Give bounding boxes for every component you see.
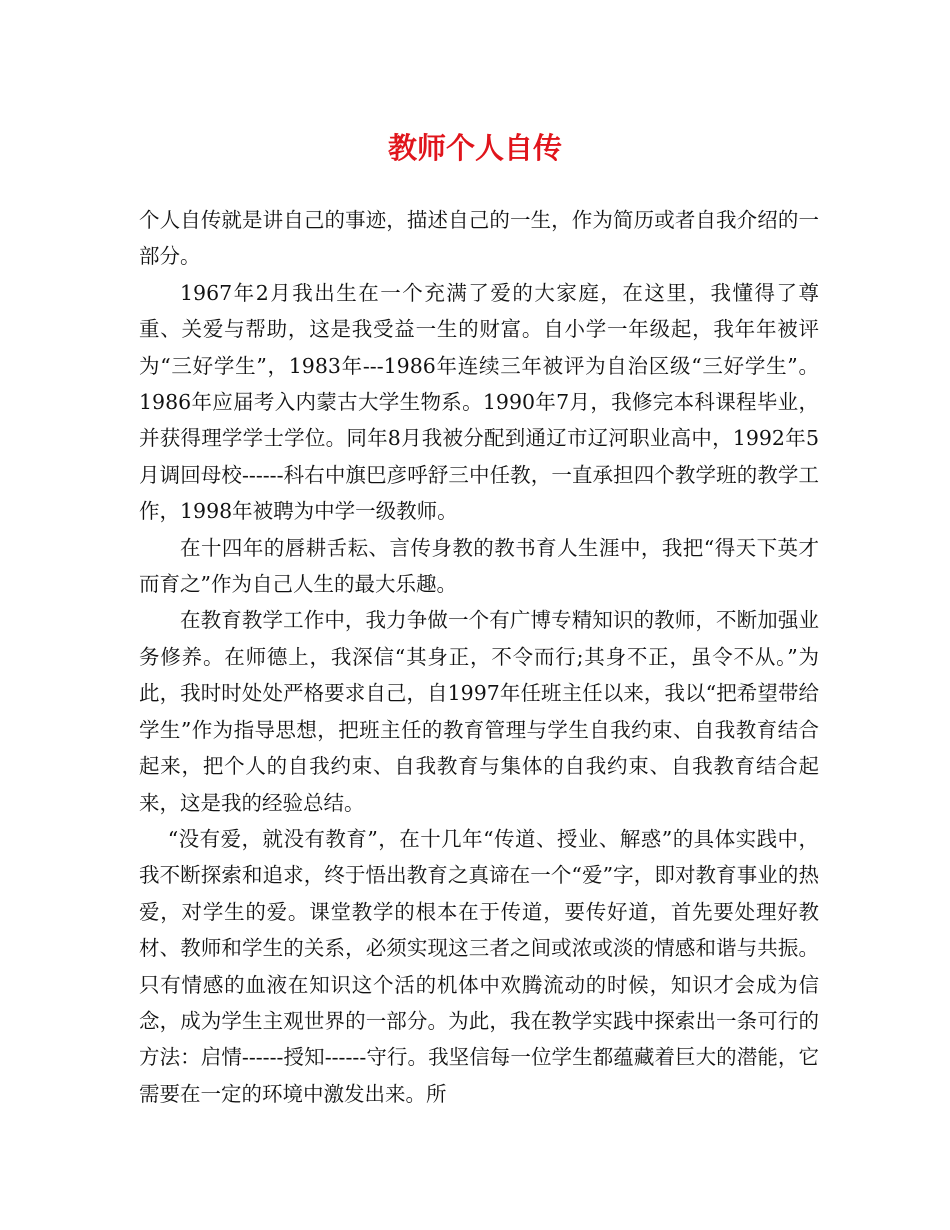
- paragraph-career-motto: 在十四年的唇耕舌耘、言传身教的教书育人生涯中，我把“得天下英才而育之”作为自己人生的最大乐趣。: [139, 535, 819, 597]
- paragraph-intro: 个人自传就是讲自己的事迹，描述自己的一生，作为简历或者自我介绍的一部分。: [139, 208, 819, 269]
- paragraph-teaching-work: 在教育教学工作中，我力争做一个有广博专精知识的教师，不断加强业务修养。在师德上，我深信“其身正，不令而行;其身不正，虽令不从。”为此，我时时处处严格要求自己，自1997年任班主任以来，我以“把希望带给学生”作为指导思想，把班主任的教育管理与学生自我约束、自我教育结合起来，把个人的自我约束、自我教育与集体的自我约束、自我教育结合起来，这是我的经验总结。: [139, 608, 819, 815]
- document-body: [139, 202, 819, 1112]
- document-title: 教师个人自传: [387, 131, 562, 165]
- paragraph-biography: 1967年2月我出生在一个充满了爱的大家庭，在这里，我懂得了尊重、关爱与帮助，这是我受益一生的财富。自小学一年级起，我年年被评为“三好学生”，1983年---1986年连续三年被评为自治区级“三好学生”。1986年应届考入内蒙古大学生物系。1990年7月，我修完本科课程毕业，并获得理学学士学位。同年8月我被分配到通辽市辽河职业高中，1992年5月调回母校------科右中旗巴彦呼舒三中任教，一直承担四个教学班的教学工作，1998年被聘为中学一级教师。: [139, 280, 819, 524]
- paragraph-education-love: “没有爱，就没有教育”，在十几年“传道、授业、解惑”的具体实践中，我不断探索和追求，终于悟出教育之真谛在一个“爱”字，即对教育事业的热爱，对学生的爱。课堂教学的根本在于传道，要传好道，首先要处理好教材、教师和学生的关系，必须实现这三者之间或浓或淡的情感和谐与共振。只有情感的血液在知识这个活的机体中欢腾流动的时候，知识才会成为信念，成为学生主观世界的一部分。为此，我在教学实践中探索出一条可行的方法：启情------授知------守行。我坚信每一位学生都蕴藏着巨大的潜能，它需要在一定的环境中激发出来。所: [139, 826, 819, 1106]
